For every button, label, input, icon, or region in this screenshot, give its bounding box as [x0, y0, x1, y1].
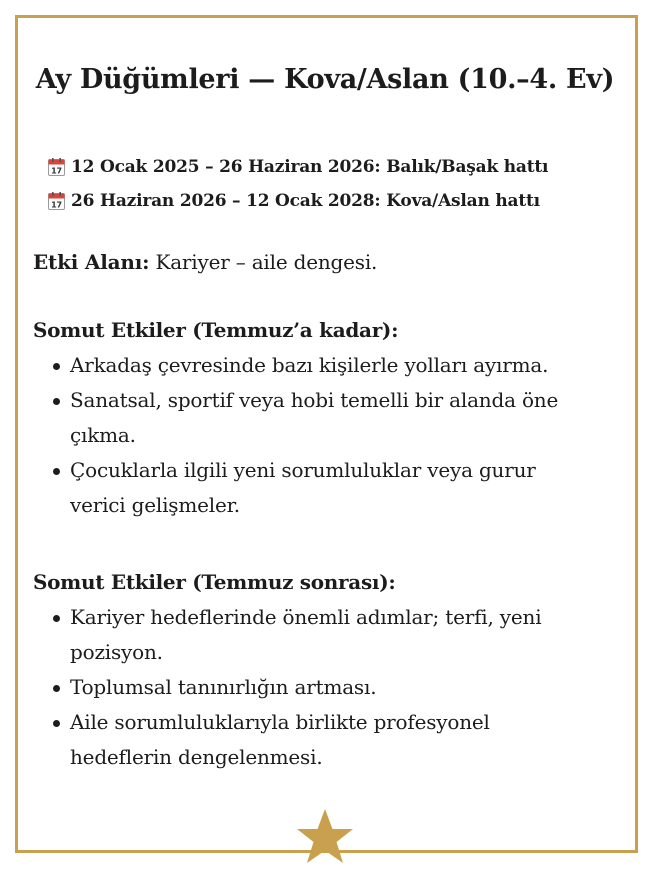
- date-range-2: [48, 184, 548, 218]
- section-heading: Somut Etkiler (Temmuz sonrası):: [33, 570, 396, 594]
- effects-before-july: [33, 313, 603, 523]
- calendar-day: 17: [51, 200, 62, 210]
- effects-list: [33, 600, 603, 775]
- date-ranges: [48, 150, 548, 218]
- date-range-text: 26 Haziran 2026 – 12 Ocak 2028: Kova/Aslan hattı: [71, 191, 540, 211]
- impact-area: [33, 245, 377, 280]
- date-range-1: [48, 150, 548, 184]
- list-item: Çocuklarla ilgili yeni sorumluluklar veya gurur verici gelişmeler.: [33, 453, 590, 523]
- list-item: Kariyer hedeflerinde önemli adımlar; terfi, yeni pozisyon.: [33, 600, 615, 670]
- calendar-icon: [48, 158, 65, 176]
- calendar-icon: [48, 192, 65, 210]
- list-item: Aile sorumluluklarıyla birlikte profesyonel hedeflerin dengelenmesi.: [33, 705, 570, 775]
- list-item: Arkadaş çevresinde bazı kişilerle yolları ayırma.: [33, 348, 603, 383]
- date-range-text: 12 Ocak 2025 – 26 Haziran 2026: Balık/Başak hattı: [71, 157, 549, 177]
- effects-after-july: [33, 565, 603, 775]
- section-heading: Somut Etkiler (Temmuz’a kadar):: [33, 318, 399, 342]
- impact-label: Etki Alanı:: [33, 250, 150, 274]
- list-item: Sanatsal, sportif veya hobi temelli bir alanda öne çıkma.: [33, 383, 590, 453]
- effects-list: [33, 348, 603, 523]
- star-icon: [295, 808, 355, 866]
- page-title: Ay Düğümleri — Kova/Aslan (10.–4. Ev): [35, 64, 615, 95]
- calendar-day: 17: [51, 166, 62, 176]
- list-item: Toplumsal tanınırlığın artması.: [33, 670, 603, 705]
- impact-text: Kariyer – aile dengesi.: [155, 250, 378, 274]
